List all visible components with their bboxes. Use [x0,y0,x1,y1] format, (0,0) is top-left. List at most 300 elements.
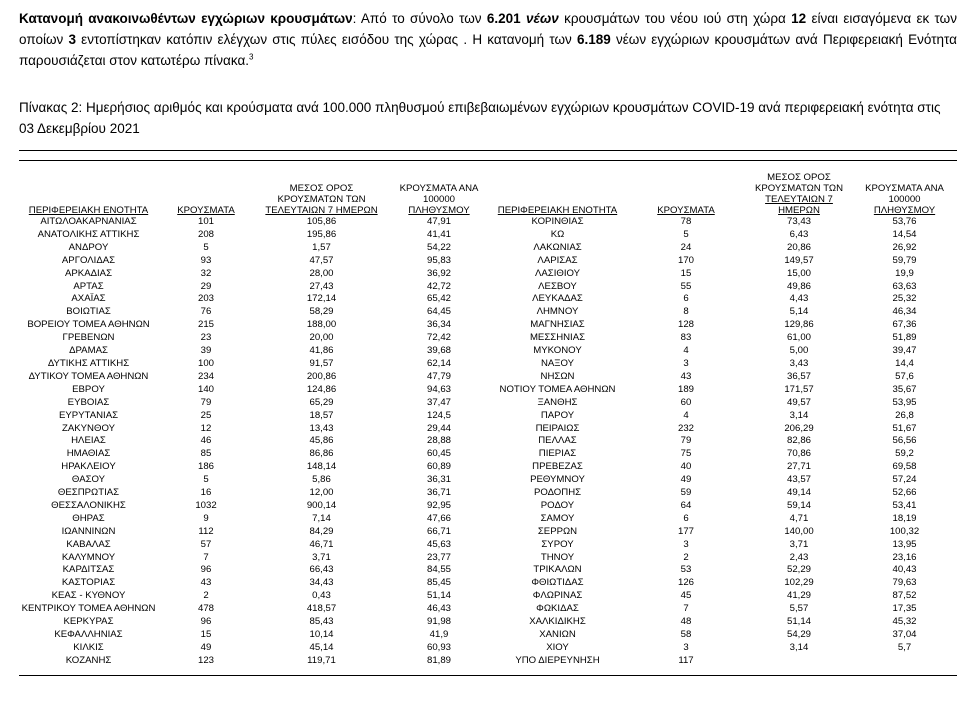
cell-per100k: 47,91 [426,216,451,227]
cell-region: ΓΡΕΒΕΝΩΝ [62,332,115,344]
cell-cases-2: 59 [680,487,692,499]
cell-region: ΚΑΒΑΛΑΣ [66,538,111,550]
table-row [19,603,957,616]
cell-per100k: 72,42 [426,332,451,344]
cell-avg7: 188,00 [306,319,337,331]
table-row [19,539,957,552]
cell-cases-2: 60 [680,396,692,408]
cell-avg7: 41,86 [309,345,334,357]
cell-avg7: 3,71 [312,551,331,563]
cell-region: ΙΩΑΝΝΙΝΩΝ [61,525,116,537]
cell-region-2: ΠΙΕΡΙΑΣ [538,448,577,460]
table-row [19,629,957,642]
cell-per100k: 54,22 [426,241,451,253]
cell-avg7: 34,43 [309,577,334,589]
cell-avg7-2: 49,57 [786,396,811,408]
cell-region: ΚΑΡΔΙΤΣΑΣ [62,564,115,576]
cell-region: ΗΜΑΘΙΑΣ [66,448,111,460]
cell-region-2: ΥΠΟ ΔΙΕΡΕΥΝΗΣΗ [515,654,600,666]
cell-cases: 140 [197,383,214,395]
cell-avg7: 13,43 [309,422,334,434]
cell-cases-2: 6 [683,293,689,305]
cell-avg7-2: 5,14 [789,306,809,318]
cell-region: ΚΙΛΚΙΣ [73,641,104,653]
cell-per100k-2: 69,58 [892,461,917,473]
cell-avg7-2: 27,71 [786,461,811,473]
header-cases-2: ΚΡΟΥΣΜΑΤΑ [657,205,715,216]
cell-per100k: 45,63 [426,538,451,550]
cell-cases-2: 189 [677,383,694,395]
cell-per100k-2: 18,19 [892,512,917,524]
cell-avg7-2: 149,57 [784,254,814,266]
table-bottom-rule [19,675,957,676]
cell-cases: 5 [203,474,209,486]
cell-avg7-2: 43,57 [786,474,811,486]
cell-region-2: ΝΟΤΙΟΥ ΤΟΜΕΑ ΑΘΗΝΩΝ [499,383,616,395]
cell-avg7: 1,57 [312,241,331,253]
cell-region: ΚΕΡΚΥΡΑΣ [63,616,114,628]
cell-per100k-2: 52,66 [892,487,917,499]
cell-per100k-2: 53,95 [892,396,917,408]
header-cases: ΚΡΟΥΣΜΑΤΑ [177,205,235,216]
cell-per100k-2: 13,95 [892,538,917,550]
cell-avg7-2: 5,00 [789,345,809,357]
cell-avg7: 148,14 [306,461,337,473]
table-row [19,371,957,384]
cell-avg7: 20,00 [309,332,334,344]
cell-per100k: 47,79 [426,370,451,382]
cell-cases: 39 [200,345,212,357]
cell-avg7: 200,86 [306,370,337,382]
cell-avg7-2: 20,86 [786,241,811,253]
cell-avg7: 5,86 [312,474,331,486]
cell-avg7-2: 4,43 [789,293,809,305]
cell-avg7: 119,71 [307,654,336,666]
table-top-rule-thin [19,160,957,161]
cell-per100k: 81,89 [426,654,451,666]
cell-cases: 96 [200,564,212,576]
cell-cases: 186 [197,461,214,473]
cell-region: ΑΧΑΪΑΣ [71,293,106,305]
cell-cases: 101 [197,216,214,227]
cell-per100k: 66,71 [426,525,451,537]
cell-per100k: 85,45 [426,577,451,589]
cell-per100k-2: 45,32 [892,616,917,628]
cell-cases-2: 3 [683,641,689,653]
cell-avg7-2: 54,29 [786,629,811,640]
cell-per100k: 60,89 [426,461,451,473]
cell-per100k: 65,42 [426,293,451,305]
cell-per100k: 29,44 [426,422,451,434]
table-row [19,616,957,629]
cell-cases: 12 [200,422,212,434]
cell-cases-2: 58 [680,629,692,640]
cell-cases: 76 [200,306,212,318]
cell-avg7-2: 51,14 [786,616,811,628]
table-row [19,319,957,332]
cell-region: ΕΒΡΟΥ [72,383,105,395]
table-body [19,216,957,668]
cell-cases-2: 40 [680,461,692,473]
cell-per100k-2: 40,43 [892,564,917,576]
cell-avg7: 58,29 [309,306,334,318]
cell-region-2: ΜΕΣΣΗΝΙΑΣ [529,332,586,344]
cell-region: ΕΥΡΥΤΑΝΙΑΣ [58,409,119,421]
cell-region: ΚΕΝΤΡΙΚΟΥ ΤΟΜΕΑ ΑΘΗΝΩΝ [21,603,156,615]
cell-avg7: 105,86 [306,216,337,227]
cell-cases: 7 [203,551,209,563]
domestic-cases: 6.189 [577,32,611,47]
cell-per100k: 84,55 [426,564,451,576]
cell-cases: 32 [200,267,212,279]
cell-per100k-2: 51,67 [892,422,917,434]
cell-region: ΚΕΦΑΛΛΗΝΙΑΣ [54,629,123,640]
cell-per100k-2: 59,2 [895,448,914,460]
header-region: ΠΕΡΙΦΕΡΕΙΑΚΗ ΕΝΟΤΗΤΑ [28,205,149,216]
cell-per100k-2: 57,6 [895,370,914,382]
cell-region-2: ΤΡΙΚΑΛΩΝ [533,564,582,576]
cell-cases-2: 78 [680,216,692,227]
cell-cases-2: 43 [680,370,692,382]
imported-cases: 12 [791,11,807,26]
cell-per100k: 36,71 [426,487,451,499]
cell-per100k: 60,45 [426,448,451,460]
table-top-rule [19,150,957,151]
cell-avg7: 18,57 [309,409,334,421]
cell-region-2: ΧΑΝΙΩΝ [539,629,576,640]
cell-cases-2: 5 [683,228,689,240]
cell-avg7-2: 36,57 [786,370,811,382]
table-row [19,642,957,655]
cell-region: ΖΑΚΥΝΘΟΥ [62,422,115,434]
cell-per100k-2: 25,32 [892,293,917,305]
cell-region: ΚΟΖΑΝΗΣ [65,654,112,666]
cell-cases: 2 [203,590,209,602]
cell-region-2: ΠΕΛΛΑΣ [538,435,577,447]
cell-per100k: 23,77 [426,551,451,563]
cell-avg7-2: 3,14 [789,409,809,421]
cell-cases: 208 [197,228,214,240]
cell-per100k: 62,14 [426,357,451,369]
cell-region: ΔΡΑΜΑΣ [69,345,108,357]
cell-avg7: 195,86 [306,228,337,240]
table-row [19,216,957,229]
cell-region-2: ΛΕΥΚΑΔΑΣ [532,293,583,305]
cell-region-2: ΚΩ [550,228,565,240]
cell-avg7-2: 2,43 [789,551,809,563]
cell-per100k-2: 14,4 [895,357,914,369]
cell-per100k-2: 26,8 [895,409,914,421]
cell-avg7: 172,14 [306,293,337,305]
table-row [19,255,957,268]
cell-avg7: 84,29 [309,525,334,537]
cell-cases: 5 [203,241,209,253]
cell-avg7-2: 129,86 [784,319,814,331]
cell-avg7: 10,14 [309,629,334,640]
cell-per100k: 47,66 [426,512,451,524]
cell-per100k-2: 37,04 [892,629,917,640]
header-per100k: ΚΡΟΥΣΜΑΤΑ ΑΝΑ 100000 ΠΛΗΘΥΣΜΟΥ [399,183,479,216]
cell-cases-2: 7 [683,603,689,615]
cell-region-2: ΝΑΞΟΥ [540,357,575,369]
cell-per100k: 46,43 [426,603,451,615]
cell-cases-2: 2 [683,551,689,563]
gate-cases: 3 [68,32,76,47]
cell-avg7-2: 41,29 [786,590,811,602]
cell-avg7-2: 3,71 [789,538,809,550]
table-header-row [19,172,957,216]
cell-per100k-2: 59,79 [892,254,917,266]
table-row [19,461,957,474]
cell-cases-2: 6 [683,512,689,524]
cell-per100k: 94,63 [426,383,451,395]
cell-region: ΚΕΑΣ - ΚΥΘΝΟΥ [51,590,126,602]
cell-avg7-2: 5,57 [789,603,809,615]
cell-avg7: 28,00 [309,267,334,279]
cell-cases: 49 [200,641,212,653]
cell-cases: 112 [198,525,214,537]
cell-cases: 93 [200,254,212,266]
cell-region-2: ΡΟΔΟΥ [540,499,575,511]
intro-text-1: : Από το σύνολο των [352,11,487,26]
table-row [19,281,957,294]
cell-cases-2: 117 [678,654,694,666]
cell-per100k-2: 57,24 [892,474,917,486]
table-row [19,564,957,577]
intro-text-2: κρουσμάτων του νέου ιού στη χώρα [558,11,792,26]
cell-region: ΑΡΤΑΣ [73,280,104,292]
cell-region-2: ΚΟΡΙΝΘΙΑΣ [531,216,584,227]
cell-cases: 9 [203,512,209,524]
header-avg7: ΜΕΣΟΣ ΟΡΟΣ ΚΡΟΥΣΜΑΤΩΝ ΤΩΝ ΤΕΛΕΥΤΑΙΩΝ 7 ΗΜΕΡΩΝ [265,183,378,216]
table-row [19,526,957,539]
cell-region: ΘΑΣΟΥ [71,474,106,486]
cell-avg7-2: 15,00 [786,267,811,279]
cell-avg7-2: 61,00 [786,332,811,344]
cell-per100k: 124,5 [426,409,451,421]
cell-per100k: 36,34 [426,319,451,331]
cell-avg7-2: 49,14 [786,487,811,499]
cell-cases-2: 83 [680,332,692,344]
cell-region: ΗΛΕΙΑΣ [71,435,106,447]
table-caption: Πίνακας 2: Ημερήσιος αριθμός και κρούσματα ανά 100.000 πληθυσμού επιβεβαιωμένων εγχώριων κρουσμάτων COVID-19 ανά περιφερειακή ενότητα στις 03 Δεκεμβρίου 2021 [19,100,941,136]
cell-avg7: 12,00 [309,487,334,499]
cell-per100k-2: 79,63 [892,577,917,589]
cell-avg7: 66,43 [309,564,334,576]
cell-cases: 46 [200,435,212,447]
cell-cases-2: 75 [680,448,692,460]
cell-per100k-2: 67,36 [892,319,917,331]
cell-avg7-2: 206,29 [784,422,814,434]
cell-cases: 203 [197,293,214,305]
cell-region-2: ΧΙΟΥ [546,641,569,653]
cell-cases: 215 [197,319,214,331]
cell-avg7-2: 82,86 [786,435,811,447]
cell-per100k: 91,98 [426,616,451,628]
cell-avg7-2: 59,14 [786,499,811,511]
table-row [19,410,957,423]
intro-text-4: εντοπίστηκαν κατόπιν ελέγχων στις πύλες εισόδου της χώρας . Η κατανομή των [75,32,578,47]
table-row [19,590,957,603]
cell-avg7: 91,57 [309,357,334,369]
table-row [19,293,957,306]
cell-region-2: ΡΟΔΟΠΗΣ [533,487,582,499]
cell-region: ΑΝΔΡΟΥ [68,241,109,253]
table-row [19,552,957,565]
cell-avg7: 47,57 [309,254,334,266]
table-row [19,306,957,319]
cell-region-2: ΜΥΚΟΝΟΥ [533,345,582,357]
table-row [19,448,957,461]
cell-per100k-2: 5,7 [897,641,912,653]
cell-avg7: 7,14 [312,512,331,524]
cell-region-2: ΧΑΛΚΙΔΙΚΗΣ [529,616,586,628]
cell-per100k-2: 35,67 [892,383,917,395]
cell-avg7-2: 4,71 [789,512,809,524]
table-row [19,397,957,410]
table-row [19,513,957,526]
cell-cases-2: 3 [683,538,689,550]
cell-region-2: ΣΥΡΟΥ [541,538,574,550]
cell-region-2: ΦΘΙΩΤΙΔΑΣ [531,577,584,589]
table-row [19,345,957,358]
cell-per100k: 42,72 [426,280,451,292]
total-cases: 6.201 [486,11,521,26]
cell-region-2: ΛΕΣΒΟΥ [538,280,577,292]
cell-per100k-2: 53,41 [892,499,917,511]
table-row [19,242,957,255]
cell-avg7-2: 3,43 [789,357,809,369]
table-row [19,655,957,668]
cell-cases-2: 4 [683,345,689,357]
cell-avg7-2 [746,655,852,668]
cell-cases-2: 79 [680,435,692,447]
cell-avg7: 0,43 [312,590,331,602]
cell-avg7-2: 3,14 [789,641,809,653]
cell-per100k: 36,92 [426,267,451,279]
cell-cases: 23 [200,332,212,344]
cell-per100k: 95,83 [426,254,451,266]
cell-per100k-2: 19,9 [895,267,914,279]
cell-region-2: ΠΑΡΟΥ [540,409,575,421]
cell-avg7-2: 140,00 [784,525,814,537]
cell-per100k-2: 46,34 [892,306,917,318]
cell-cases-2: 4 [683,409,689,421]
cell-cases: 234 [197,370,214,382]
cell-per100k-2: 23,16 [892,551,917,563]
footnote-marker: 3 [249,52,254,62]
cell-region-2: ΛΑΡΙΣΑΣ [537,254,578,266]
cell-cases: 25 [200,409,212,421]
cell-avg7: 85,43 [309,616,334,628]
cell-per100k-2: 100,32 [889,525,920,537]
cell-cases: 478 [197,603,214,615]
intro-paragraph [19,8,957,71]
cell-region-2: ΛΑΣΙΘΙΟΥ [534,267,581,279]
cell-region: ΑΙΤΩΛΟΑΚΑΡΝΑΝΙΑΣ [40,216,137,227]
table-row [19,577,957,590]
cell-per100k: 36,31 [426,474,451,486]
intro-text-5: νέων εγχώριων κρουσμάτων ανά Περιφερειακή Ενότητα παρουσιάζεται στον κατωτέρω πίνακα. [19,32,957,68]
cell-cases-2: 45 [680,590,692,602]
cell-per100k-2: 39,47 [892,345,917,357]
table-row [19,384,957,397]
cell-per100k: 64,45 [426,306,451,318]
cell-per100k-2: 63,63 [892,280,917,292]
cell-region: ΚΑΛΥΜΝΟΥ [61,551,116,563]
cell-region: ΘΗΡΑΣ [72,512,105,524]
cell-avg7: 418,57 [306,603,337,615]
table-row [19,423,957,436]
cell-region-2: ΡΕΘΥΜΝΟΥ [530,474,585,486]
cell-avg7-2: 49,86 [786,280,811,292]
cell-cases: 85 [200,448,212,460]
cell-region: ΘΕΣΠΡΩΤΙΑΣ [57,487,120,499]
cell-cases-2: 128 [677,319,694,331]
cell-region-2: ΣΑΜΟΥ [540,512,575,524]
cell-avg7-2: 171,57 [784,383,814,395]
cell-region: ΒΟΡΕΙΟΥ ΤΟΜΕΑ ΑΘΗΝΩΝ [27,319,150,331]
table-row [19,229,957,242]
cell-avg7-2: 73,43 [786,216,811,227]
cell-region: ΗΡΑΚΛΕΙΟΥ [61,461,116,473]
cell-per100k: 41,9 [429,629,449,640]
cell-cases-2: 170 [677,254,694,266]
cell-per100k-2: 26,92 [892,241,917,253]
cell-per100k: 51,14 [426,590,451,602]
cell-cases: 15 [200,629,212,640]
cell-cases: 100 [197,357,214,369]
cell-cases-2: 8 [683,306,689,318]
cell-cases: 43 [200,577,212,589]
table-row [19,500,957,513]
cell-avg7: 86,86 [309,448,334,460]
cell-region-2: ΝΗΣΩΝ [540,370,575,382]
header-per100k-2: ΚΡΟΥΣΜΑΤΑ ΑΝΑ 100000 ΠΛΗΘΥΣΜΟΥ [865,183,944,216]
cell-cases-2: 48 [680,616,692,628]
cell-cases-2: 177 [677,525,694,537]
cell-per100k: 60,93 [426,641,451,653]
cell-cases: 79 [200,396,212,408]
cell-region-2: ΛΑΚΩΝΙΑΣ [533,241,582,253]
cell-region-2: ΦΛΩΡΙΝΑΣ [532,590,583,602]
cell-avg7: 27,43 [309,280,334,292]
cell-avg7: 45,14 [309,641,334,653]
cell-avg7: 65,29 [309,396,334,408]
cell-per100k-2: 17,35 [892,603,917,615]
cell-cases: 123 [197,654,214,666]
cell-cases-2: 64 [680,499,692,511]
cell-avg7: 124,86 [306,383,337,395]
cell-avg7: 900,14 [306,499,337,511]
cell-per100k: 28,88 [426,435,451,447]
table-row [19,435,957,448]
cell-per100k: 39,68 [426,345,451,357]
cell-avg7-2: 102,29 [784,577,814,589]
cell-cases-2: 232 [677,422,694,434]
cell-region-2: ΤΗΝΟΥ [540,551,575,563]
cell-region: ΑΡΚΑΔΙΑΣ [65,267,112,279]
cell-avg7: 45,86 [309,435,334,447]
cell-region-2: ΜΑΓΝΗΣΙΑΣ [530,319,585,331]
cell-cases: 16 [200,487,212,499]
cell-region-2: ΞΑΝΘΗΣ [537,396,578,408]
cases-table [19,172,957,668]
intro-heading: Κατανομή ανακοινωθέντων εγχώριων κρουσμάτων [19,11,353,26]
cell-avg7-2: 70,86 [786,448,811,460]
cell-cases-2: 24 [680,241,692,253]
cell-cases-2: 55 [680,280,692,292]
